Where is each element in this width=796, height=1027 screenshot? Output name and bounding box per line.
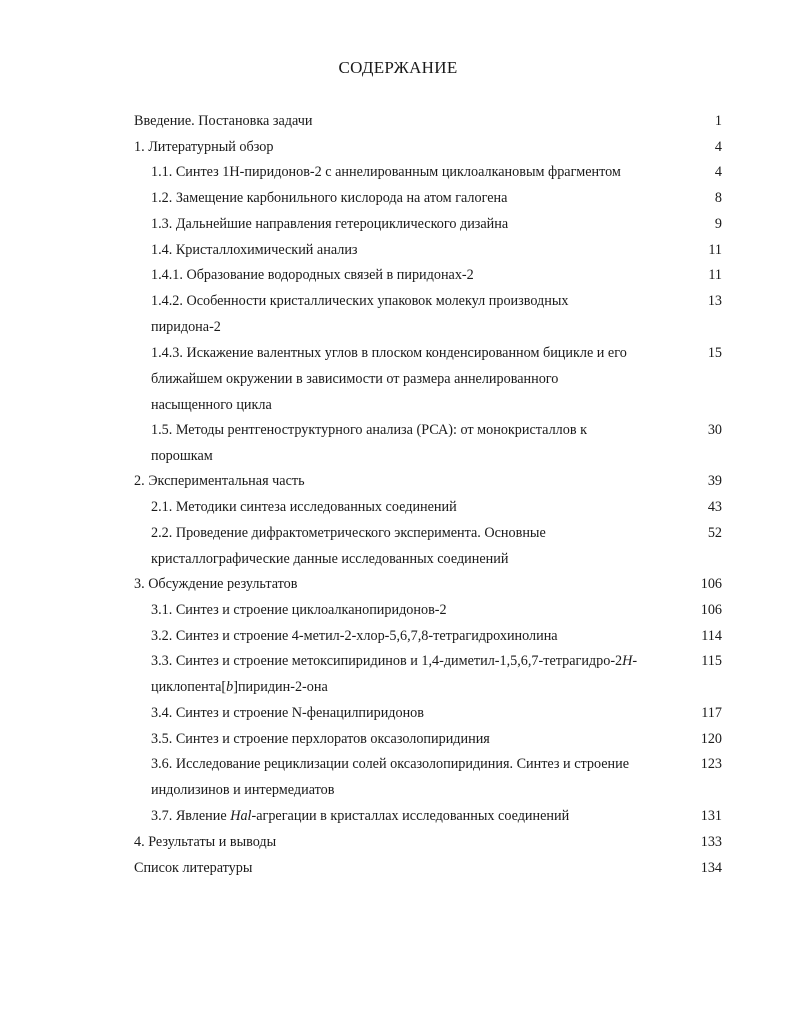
toc-entry-page: 11 (708, 242, 722, 258)
toc-entry-text: 2. Экспериментальная часть (134, 473, 305, 489)
toc-entry-text: 3.4. Синтез и строение N-фенацилпиридонов (151, 705, 424, 721)
toc-entry-text: 1.3. Дальнейшие направления гетероциклического дизайна (151, 216, 509, 232)
toc-entry-text: 1.2. Замещение карбонильного кислорода на атом галогена (151, 190, 508, 206)
toc-entry-text: 1.4.1. Образование водородных связей в пиридонах-2 (151, 267, 474, 283)
toc-entry-text (151, 521, 671, 573)
toc-entry-line: 1.4.3. Искажение валентных углов в плоском конденсированном бицикле и его (151, 345, 627, 361)
toc-entry-text: 3.2. Синтез и строение 4-метил-2-хлор-5,6,7,8-тетрагидрохинолина (151, 628, 558, 644)
toc-entry-page: 134 (700, 860, 722, 876)
toc-entry-line: 3.6. Исследование рециклизации солей оксазолопиридиния. Синтез и строение (151, 756, 630, 772)
toc-entry-page: 8 (714, 190, 722, 206)
text-segment: 3.3. Синтез и строение метоксипиридинов и 1,4-диметил-1,5,6,7-тетрагидро-2 (151, 653, 623, 669)
toc-entry-text: 1. Литературный обзор (134, 139, 274, 155)
toc-entry-page: 15 (707, 345, 722, 361)
italic-segment: b (226, 678, 234, 695)
toc-entry-text: 3.5. Синтез и строение перхлоратов оксазолопиридиния (151, 731, 490, 747)
text-segment: -агрегации в кристаллах исследованных соединений (251, 808, 570, 824)
toc-entry-line-2 (151, 679, 328, 695)
toc-entry-line: кристаллографические данные исследованных соединений (151, 550, 509, 567)
page-title: СОДЕРЖАНИЕ (338, 58, 458, 77)
toc-entry-text: 1.4. Кристаллохимический анализ (151, 242, 358, 258)
toc-entry-page: 123 (700, 756, 722, 772)
toc-entry-text: 1.1. Синтез 1H-пиридонов-2 с аннелированным циклоалкановым фрагментом (151, 164, 621, 180)
toc-entry-text (151, 804, 671, 830)
toc-entry-page: 30 (707, 422, 722, 438)
toc-entry-line: 1.4.2. Особенности кристаллических упаковок молекул производных (151, 293, 569, 309)
toc-entry-line: 1.5. Методы рентгеноструктурного анализа (РСА): от монокристаллов к (151, 422, 587, 438)
toc-entry-page: 52 (707, 525, 722, 541)
toc-entry-line: ближайшем окружении в зависимости от размера аннелированного (151, 370, 559, 387)
toc-entry-page: 1 (714, 113, 722, 129)
toc-entry-page: 106 (700, 576, 722, 592)
toc-entry-page: 131 (700, 808, 722, 824)
toc-entry-page: 11 (708, 267, 722, 283)
toc-entry-text (151, 752, 671, 804)
toc-entry-text (151, 418, 671, 470)
toc-entry-line: 2.2. Проведение дифрактометрического эксперимента. Основные (151, 525, 546, 541)
toc-entry-page: 106 (700, 602, 722, 618)
italic-segment: Hal (230, 808, 252, 824)
toc-entry-page: 120 (700, 731, 722, 747)
toc-entry-page: 4 (714, 139, 722, 155)
toc-entry-page: 114 (701, 628, 722, 644)
italic-segment: H (622, 653, 633, 669)
toc-entry-page: 9 (714, 216, 722, 232)
toc-entry-text (151, 649, 671, 701)
toc-entry-line-1 (151, 653, 637, 669)
toc-entry-text (151, 341, 671, 418)
toc-entry-text: Введение. Постановка задачи (134, 113, 313, 129)
toc-entry-page: 115 (701, 653, 722, 669)
toc-entry-page: 43 (707, 499, 722, 515)
toc-entry-text: 3.1. Синтез и строение циклоалканопиридонов-2 (151, 602, 447, 618)
text-segment: циклопента[ (151, 678, 227, 695)
toc-entry-line: индолизинов и интермедиатов (151, 781, 335, 798)
toc-entry-line: порошкам (151, 447, 213, 464)
toc-entry-text: Список литературы (134, 860, 253, 876)
toc-entry-page: 4 (714, 164, 722, 180)
toc-entry-line: пиридона-2 (151, 318, 221, 335)
toc-entry-text: 4. Результаты и выводы (134, 834, 277, 850)
toc-entry-page: 117 (701, 705, 722, 721)
text-segment: - (632, 653, 638, 669)
toc-entry-page: 133 (700, 834, 722, 850)
text-segment: ]пиридин-2-она (233, 678, 328, 695)
toc-entry-text: 3. Обсуждение результатов (134, 576, 298, 592)
text-segment: 3.7. Явление (151, 808, 231, 824)
toc-entry-text (151, 289, 671, 341)
toc-entry-page: 13 (707, 293, 722, 309)
toc-entry-text: 2.1. Методики синтеза исследованных соединений (151, 499, 457, 515)
toc-entry-page: 39 (707, 473, 722, 489)
toc-entry-line: насыщенного цикла (151, 396, 272, 413)
